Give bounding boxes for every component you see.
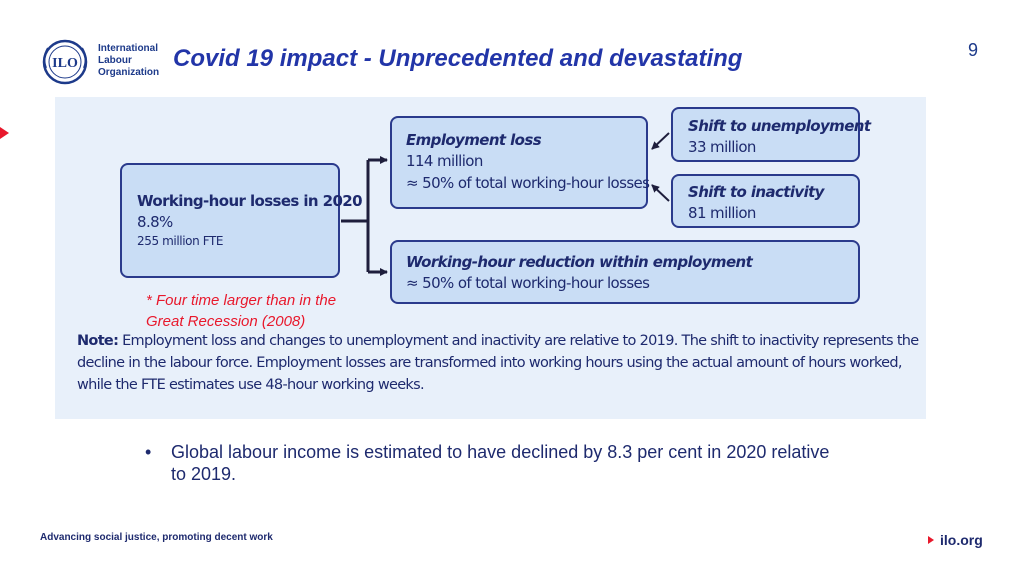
logo-line: Labour [98, 55, 132, 66]
footnote-text: Employment loss and changes to unemployment and inactivity are relative to 2019. The shift to inactivity represents the decline in the labour force. Employment losses are transformed into working hours using the actual amount of hours worked, while the FTE estimates use 48-hour working weeks. [77, 333, 919, 393]
unemployment-box [671, 107, 871, 162]
box-value: 114 million [406, 152, 483, 170]
employment-loss-box [390, 116, 648, 209]
box-share: ≈ 50% of total working-hour losses [406, 274, 650, 292]
working-hour-reduction-box [390, 240, 860, 304]
bullet-dot-icon: • [145, 442, 152, 462]
box-value: 8.8% [137, 213, 173, 231]
play-arrow-icon [928, 536, 934, 544]
logo-line: International [98, 43, 159, 54]
box-sub: 255 million FTE [137, 234, 224, 248]
emblem-text: ILO [52, 56, 78, 71]
great-recession-note [146, 290, 386, 332]
working-hour-losses-box [120, 163, 362, 278]
bullet-text: Global labour income is estimated to have declined by 8.3 per cent in 2020 relative to 2019. [171, 442, 830, 484]
page-number: 9 [968, 40, 979, 60]
box-title: Employment loss [406, 131, 542, 149]
note-line: Great Recession (2008) [146, 313, 306, 330]
slide-title: Covid 19 impact - Unprecedented and devastating [173, 45, 743, 72]
logo-line: Organization [98, 67, 160, 78]
box-title: Working-hour reduction within employment [406, 253, 753, 271]
logo-wordmark [98, 43, 159, 79]
box-title: Working-hour losses in 2020 [137, 192, 362, 210]
box-title: Shift to inactivity [688, 183, 824, 201]
diagram-footnote [77, 330, 922, 396]
box-value: 81 million [688, 204, 756, 222]
diagram-panel [55, 97, 926, 419]
box-title: Shift to unemployment [688, 117, 871, 135]
note-line: * Four time larger than in the [146, 292, 337, 309]
ilo-emblem-icon [40, 38, 90, 86]
connector-main-split [341, 160, 368, 272]
ilo-logo[interactable] [40, 38, 160, 86]
box-share: ≈ 50% of total working-hour losses [406, 174, 650, 192]
footer-site-text: ilo.org [940, 532, 983, 548]
side-marker-arrow-icon [0, 127, 9, 139]
footer-site-link[interactable] [928, 532, 983, 548]
footer-tagline: Advancing social justice, promoting decent work [40, 532, 273, 543]
inactivity-box [671, 174, 860, 228]
arrow-to-inactivity [652, 185, 669, 201]
footnote-label: Note: [77, 333, 119, 349]
box-value: 33 million [688, 138, 756, 156]
arrow-to-unemployment [652, 133, 669, 149]
